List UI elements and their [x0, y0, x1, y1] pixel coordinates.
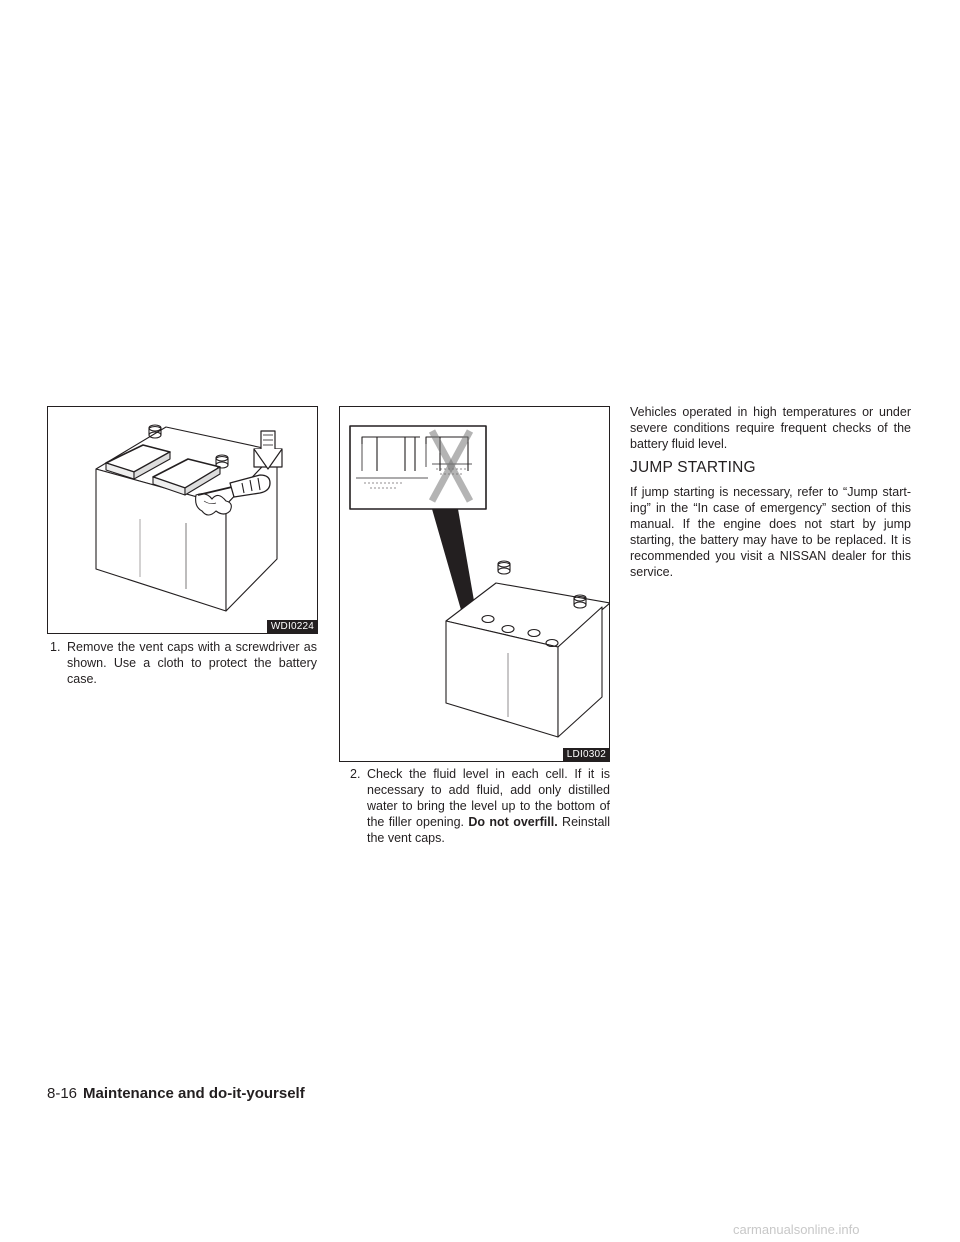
step-2: [350, 766, 610, 846]
step-warning: Do not overfill.: [468, 815, 558, 829]
page-number: 8-16: [47, 1085, 78, 1102]
battery-screwdriver-icon: [48, 407, 317, 633]
jump-starting-paragraph: If jump starting is necessary, refer to “Jump start- ing” in the “In case of emergency” section of this manual. If the engine does not start by jump starting, the battery may have to be replaced. It is recommended you visit a NISSAN dealer for this service.: [630, 485, 911, 579]
page-footer: [47, 1085, 305, 1103]
figure-fluid-level: [339, 406, 610, 762]
figure-code: WDI0224: [267, 620, 317, 633]
step-text: Remove the vent caps with a screwdriver as shown. Use a cloth to protect the battery case.: [67, 640, 317, 686]
step-text-end: Reinstall the vent caps.: [367, 815, 610, 845]
watermark: carmanualsonline.info: [733, 1222, 860, 1237]
figure-vent-cap-removal: [47, 406, 318, 634]
intro-paragraph: Vehicles operated in high temperatures or under severe conditions require frequent checks of the battery fluid level.: [630, 405, 911, 451]
step-number: 1.: [50, 640, 61, 654]
figure-code: LDI0302: [563, 748, 609, 761]
step-text: Check the fluid level in each cell. If it is necessary to add fluid, add only distilled water to bring the level up to the bottom of the filler opening.: [367, 767, 610, 829]
section-name: Maintenance and do-it-yourself: [83, 1085, 305, 1102]
section-heading: JUMP STARTING: [630, 459, 756, 476]
battery-fluid-level-icon: [340, 407, 609, 761]
step-1: [50, 639, 317, 687]
step-number: 2.: [350, 767, 361, 781]
